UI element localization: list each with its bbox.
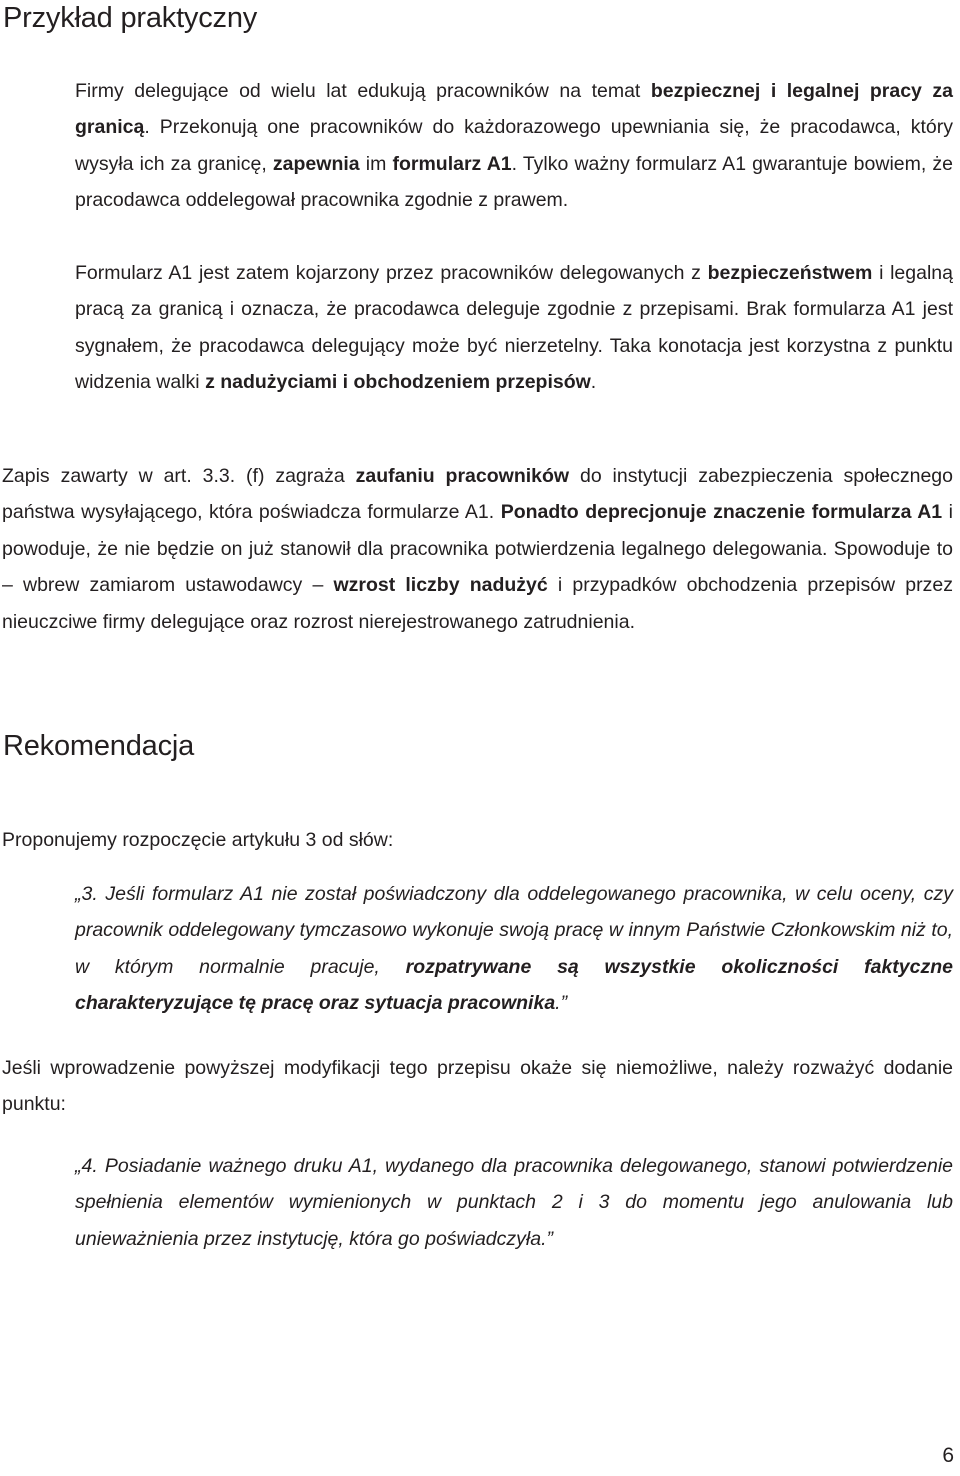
text-run: do instytucji zabezpieczenia społecznego państwa wysyłającego, która poświadcza formularze A1. — [2, 465, 953, 524]
emphasis-text: bezpieczeństwem — [707, 262, 873, 284]
emphasis-text: zapewnia — [272, 152, 360, 175]
text-run: i powoduje, że nie będzie on już stanowił dla pracownika potwierdzenia legalnego delegowania. Spowoduje to – wbrew zamiarom ustawodawcy – — [2, 501, 953, 597]
text-run: „3. Jeśli formularz A1 nie został poświadczony dla oddelegowanego pracownika, w celu oceny, czy pracownik oddelegowany tymczasowo wykonuje swoją pracę w innym Państwie Członkowskim niż to, w którym normalnie pracuje, — [75, 883, 953, 978]
emphasis-text: z nadużyciami i obchodzeniem przepisów — [205, 371, 591, 394]
text-run: Firmy delegujące od wielu lat edukują pracowników na temat — [75, 80, 651, 102]
text-run: . Przekonują one pracowników do każdorazowego upewniania się, że pracodawca, który wysyła ich za granicę, — [75, 116, 953, 175]
page-heading-example: Przykład praktyczny — [3, 2, 258, 34]
emphasis-text: Ponadto deprecjonuje znaczenie formularza A1 — [500, 501, 943, 524]
text-run: i legalną pracą za granicą i oznacza, że pracodawca deleguje zgodnie z przepisami. Brak formularza A1 jest sygnałem, że pracodawca delegujący może być nierzetelny. Taka konotacja jest korzystna z punktu widzenia walki — [75, 262, 953, 394]
quote-point-4: „4. Posiadanie ważnego druku A1, wydanego dla pracownika delegowanego, stanowi potwierdzenie spełnienia elementów wymienionych w punktach 2 i 3 do momentu jego anulowania lub unieważnienia przez instytucję, która go poświadczyła.” — [75, 1155, 953, 1250]
paragraph-proposal-intro: Proponujemy rozpoczęcie artykułu 3 od słów: — [2, 829, 394, 851]
text-run: .” — [555, 992, 568, 1015]
quote-article-3 — [75, 876, 953, 1022]
text-run: . Tylko ważny formularz A1 gwarantuje bowiem, że pracodawca oddelegował pracownika zgodnie z prawem. — [75, 152, 954, 212]
paragraph-intro — [75, 73, 953, 219]
text-run: im — [359, 152, 393, 175]
page-number: 6 — [942, 1444, 954, 1467]
paragraph-association — [75, 255, 953, 401]
text-run: i przypadków obchodzenia przepisów przez nieuczciwe firmy delegujące oraz rozrost nierejestrowanego zatrudnienia. — [2, 574, 953, 633]
text-run: Zapis zawarty w art. 3.3. (f) zagraża — [2, 465, 356, 487]
paragraph-threat — [2, 458, 953, 640]
text-run: . — [590, 371, 597, 394]
emphasis-text: zaufaniu pracowników — [355, 465, 570, 487]
page-heading-recommendation: Rekomendacja — [3, 730, 195, 762]
emphasis-text: wzrost liczby nadużyć — [333, 574, 548, 597]
emphasis-text: bezpiecznej i legalnej pracy za granicą — [75, 80, 954, 139]
emphasis-text: formularz A1 — [392, 152, 512, 175]
paragraph-alternative: Jeśli wprowadzenie powyższej modyfikacji tego przepisu okaże się niemożliwe, należy rozważyć dodanie punktu: — [2, 1057, 953, 1116]
text-run: Formularz A1 jest zatem kojarzony przez pracowników delegowanych z — [75, 262, 708, 284]
emphasis-text: rozpatrywane są wszystkie okoliczności faktyczne charakteryzujące tę pracę oraz sytuacja pracownika — [75, 955, 953, 1015]
